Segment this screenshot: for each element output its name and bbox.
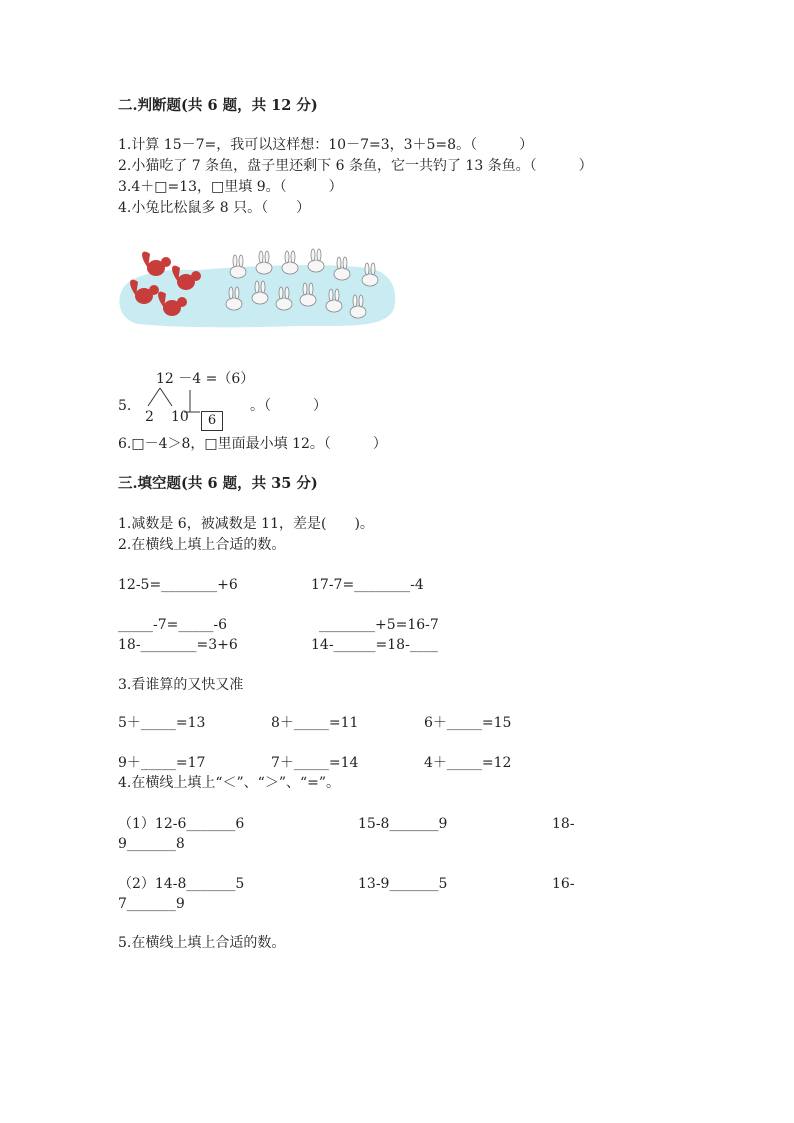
split-left-value: 2 bbox=[145, 409, 154, 425]
section-2-title: 二.判断题(共 6 题，共 12 分) bbox=[118, 97, 318, 114]
split-right-value: 10 bbox=[171, 409, 189, 425]
rabbit-icon bbox=[282, 251, 298, 274]
fill-blank: 18-________=3+6 bbox=[118, 637, 238, 653]
fill-blank: 9＋_____=17 bbox=[118, 755, 206, 771]
squirrels-rabbits-picture bbox=[118, 248, 398, 338]
compare-item: 9_______8 bbox=[118, 836, 185, 852]
section-3-title: 三.填空题(共 6 题，共 35 分) bbox=[118, 475, 318, 492]
question-2-6: 6.□－4＞8，□里面最小填 12。（ ） bbox=[118, 436, 387, 452]
rabbit-icon bbox=[256, 251, 272, 274]
question-3-2-title: 2.在横线上填上合适的数。 bbox=[118, 537, 286, 553]
question-2-4: 4.小兔比松鼠多 8 只。（ ） bbox=[118, 200, 311, 216]
fill-blank: 14-______=18-____ bbox=[311, 637, 438, 653]
question-2-2: 2.小猫吃了 7 条鱼，盘子里还剩下 6 条鱼，它一共钓了 13 条鱼。（ ） bbox=[118, 158, 593, 174]
rabbit-icon bbox=[308, 249, 324, 272]
question-2-3: 3.4＋□=13，□里填 9。（ ） bbox=[118, 179, 343, 195]
question-2-5-number: 5. bbox=[118, 398, 132, 414]
question-2-1: 1.计算 15－7=，我可以这样想：10－7=3，3＋5=8。（ ） bbox=[118, 137, 534, 153]
fill-blank: _____-7=_____-6 bbox=[118, 617, 228, 633]
fill-blank: 5＋_____=13 bbox=[118, 715, 206, 731]
fill-blank: 6＋_____=15 bbox=[424, 715, 512, 731]
question-3-3-title: 3.看谁算的又快又准 bbox=[118, 677, 244, 693]
answer-box: 6 bbox=[201, 411, 223, 431]
compare-item: （2）14-8_______5 bbox=[118, 876, 245, 892]
compare-item: 16- bbox=[552, 876, 575, 892]
fill-blank: 4＋_____=12 bbox=[424, 755, 512, 771]
question-3-1: 1.减数是 6，被减数是 11，差是( )。 bbox=[118, 516, 374, 532]
fill-blank: 17-7=________-4 bbox=[311, 577, 424, 593]
compare-item: （1）12-6_______6 bbox=[118, 816, 245, 832]
compare-item: 18- bbox=[552, 816, 575, 832]
question-2-5-tail: 。（ ） bbox=[250, 398, 327, 414]
fill-blank: ________+5=16-7 bbox=[319, 617, 439, 633]
question-2-5-equation: 12 －4 =（6） bbox=[156, 371, 255, 387]
question-3-5-title: 5.在横线上填上合适的数。 bbox=[118, 935, 286, 951]
fill-blank: 12-5=________+6 bbox=[118, 577, 238, 593]
compare-item: 15-8_______9 bbox=[358, 816, 448, 832]
fill-blank: 8＋_____=11 bbox=[271, 715, 359, 731]
compare-item: 7_______9 bbox=[118, 896, 185, 912]
rabbit-icon bbox=[230, 255, 246, 278]
fill-blank: 7＋_____=14 bbox=[271, 755, 359, 771]
compare-item: 13-9_______5 bbox=[358, 876, 448, 892]
question-3-4-title: 4.在横线上填上“＜”、“＞”、“=”。 bbox=[118, 775, 341, 791]
